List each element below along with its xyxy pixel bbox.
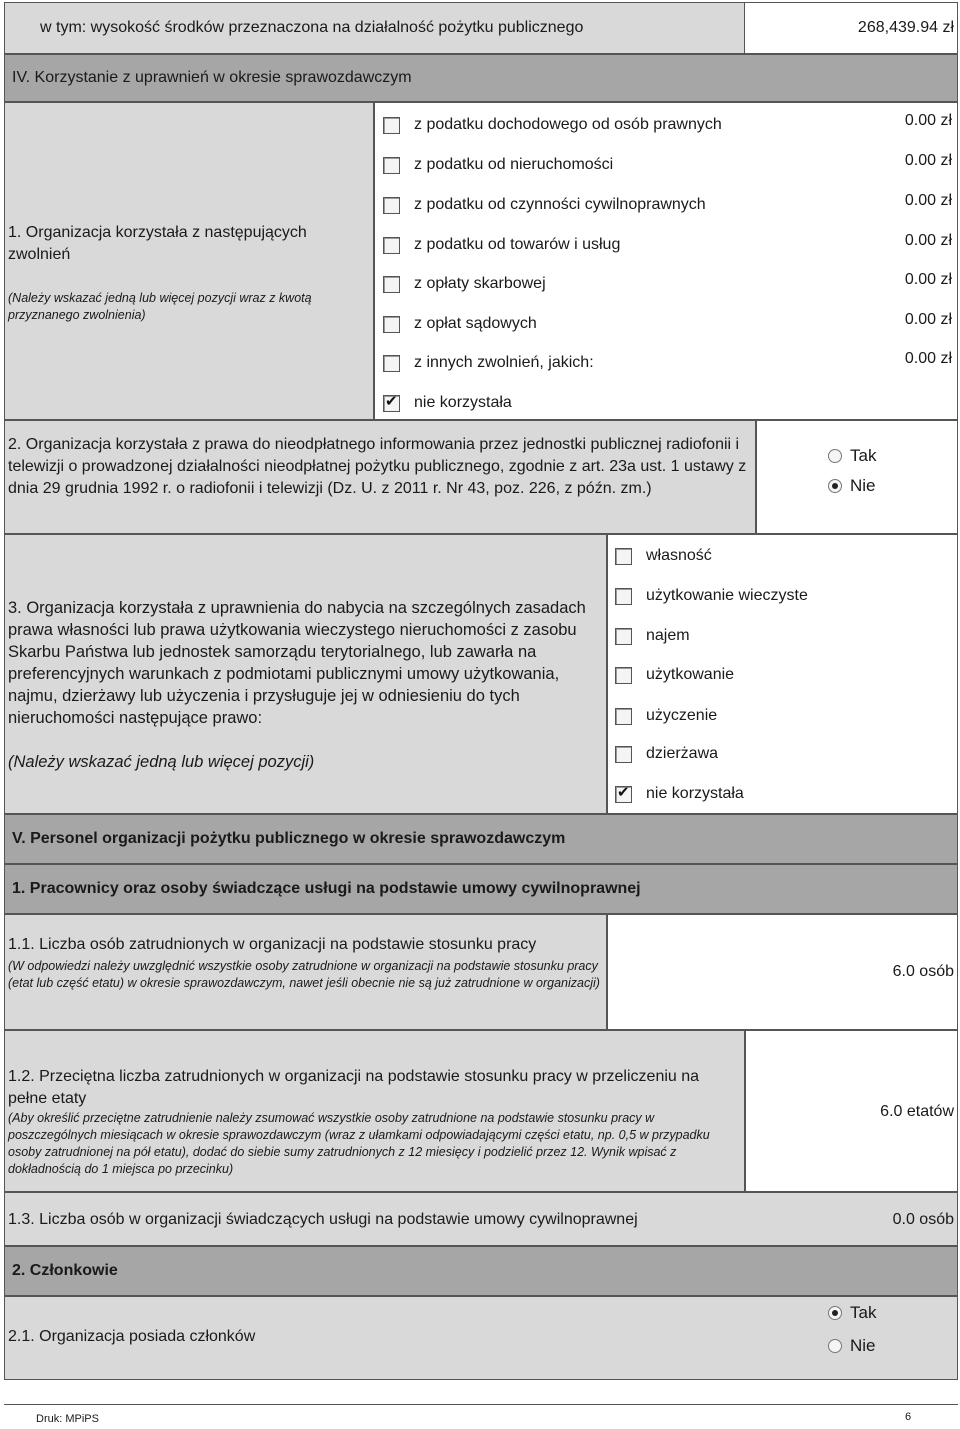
q1-option-row[interactable]	[383, 234, 958, 256]
q12-value: 6.0 etatów	[880, 1103, 954, 1120]
checkbox[interactable]	[383, 237, 400, 254]
q21-radio-yes-circle[interactable]	[828, 1306, 842, 1320]
q12-title: 1.2. Przeciętna liczba zatrudnionych w organizacji na podstawie stosunku pracy w przeliczeniu na pełne etaty	[8, 1068, 700, 1107]
sub2-title: 2. Członkowie	[12, 1262, 118, 1279]
q1-option-row[interactable]	[383, 313, 958, 335]
footer-rule	[4, 1404, 958, 1405]
q21-radio-no-circle[interactable]	[828, 1339, 842, 1353]
q1-option-label: z podatku od nieruchomości	[414, 156, 614, 173]
checkbox[interactable]	[615, 588, 632, 605]
q2-radio-no-label: Nie	[850, 476, 876, 495]
footer-print-label: Druk: MPiPS	[36, 1413, 99, 1425]
checkbox[interactable]	[615, 628, 632, 645]
section-iv-title: IV. Korzystanie z uprawnień w okresie sprawozdawczym	[12, 69, 412, 86]
q3-text: 3. Organizacja korzystała z uprawnienia do nabycia na szczególnych zasadach prawa własności lub prawa użytkowania wieczystego nieruchomości z zasobu Skarbu Państwa lub jednostek samorządu terytorialnego, lub zawarła na preferencyjnych warunkach z podmiotami publicznymi umowy użytkowania, najmu, dzierżawy lub użyczenia i przysługuje jej w odniesieniu do tych nieruchomości następujące prawo:	[8, 599, 586, 727]
q3-option-row[interactable]	[615, 625, 690, 647]
q3-option-row[interactable]	[615, 783, 744, 805]
q1-option-label: z podatku od towarów i usług	[414, 236, 621, 253]
checkbox[interactable]	[615, 667, 632, 684]
checkbox[interactable]	[383, 117, 400, 134]
q2-radio-yes-label: Tak	[850, 446, 877, 465]
q2-radio-no[interactable]	[828, 476, 876, 496]
sub1-header	[4, 864, 958, 914]
q3-option-row[interactable]	[615, 664, 734, 686]
sub1-title: 1. Pracownicy oraz osoby świadczące usługi na podstawie umowy cywilnoprawnej	[12, 880, 641, 897]
section-v-header	[4, 814, 958, 864]
checkbox[interactable]	[383, 157, 400, 174]
q2-radio-no-circle[interactable]	[828, 479, 842, 493]
q1-option-label: z opłaty skarbowej	[414, 275, 546, 292]
q3-options-list	[615, 534, 955, 814]
q3-option-label: użyczenie	[646, 707, 718, 724]
q1-option-amount[interactable]: 0.00 zł	[904, 232, 952, 249]
q1-option-label: z opłat sądowych	[414, 315, 537, 332]
checkbox[interactable]	[383, 316, 400, 333]
q1-option-amount[interactable]: 0.00 zł	[904, 271, 952, 288]
q1-option-amount[interactable]: 0.00 zł	[904, 350, 952, 367]
q1-option-label: nie korzystała	[414, 394, 512, 411]
q1-option-row[interactable]	[383, 392, 958, 414]
funds-label: w tym: wysokość środków przeznaczona na działalność pożytku publicznego	[40, 19, 584, 36]
q3-option-row[interactable]	[615, 705, 717, 727]
q1-option-row[interactable]	[383, 114, 958, 136]
footer-page-number: 6	[905, 1411, 912, 1423]
q3-option-row[interactable]	[615, 585, 808, 607]
q12-note: (Aby określić przeciętne zatrudnienie należy zsumować wszystkie osoby zatrudnione na podstawie stosunku pracy w poszczególnych miesiącach w okresie sprawozdawczym (wraz z ułamkami odpowiadającymi części etatu, np. 0,5 w przypadku osoby zatrudnionej na pół etatu), dodać do siebie sumy zatrudnionych z 12 miesięcy i podzielić przez 12. Wynik wpisać z dokładnością do 1 miejsca po przecinku)	[8, 1111, 710, 1176]
q21-title: 2.1. Organizacja posiada członków	[8, 1328, 256, 1345]
q3-option-label: najem	[646, 627, 690, 644]
checkbox[interactable]	[615, 708, 632, 725]
q13-value: 0.0 osób	[892, 1211, 954, 1228]
q21-radio-no[interactable]	[828, 1336, 876, 1356]
q1-option-row[interactable]	[383, 352, 958, 374]
q3-note: (Należy wskazać jedną lub więcej pozycji)	[8, 753, 315, 771]
q1-option-amount[interactable]: 0.00 zł	[904, 192, 952, 209]
section-iv-header	[4, 54, 958, 102]
q3-option-label: własność	[646, 547, 712, 564]
q2-radio-yes-circle[interactable]	[828, 449, 842, 463]
q1-title: 1. Organizacja korzystała z następujących zwolnień	[8, 224, 307, 263]
checkbox[interactable]	[383, 276, 400, 293]
q3-option-label: użytkowanie wieczyste	[646, 587, 808, 604]
q3-option-label: dzierżawa	[646, 745, 719, 762]
checkbox[interactable]	[383, 395, 400, 412]
checkbox[interactable]	[615, 746, 632, 763]
checkbox[interactable]	[383, 355, 400, 372]
q1-option-amount[interactable]: 0.00 zł	[904, 152, 952, 169]
section-v-title: V. Personel organizacji pożytku publicznego w okresie sprawozdawczym	[12, 830, 566, 847]
q11-title: 1.1. Liczba osób zatrudnionych w organizacji na podstawie stosunku pracy	[8, 936, 537, 953]
q3-option-label: użytkowanie	[646, 666, 735, 683]
q1-options-list	[383, 102, 958, 420]
checkbox[interactable]	[383, 197, 400, 214]
q21-radio-yes[interactable]	[828, 1303, 876, 1323]
q3-option-label: nie korzystała	[646, 785, 744, 802]
funds-value: 268,439.94 zł	[857, 19, 954, 36]
q1-option-row[interactable]	[383, 273, 958, 295]
q3-option-row[interactable]	[615, 545, 712, 567]
checkbox[interactable]	[615, 548, 632, 565]
q1-option-amount[interactable]: 0.00 zł	[904, 112, 952, 129]
q1-option-amount[interactable]: 0.00 zł	[904, 311, 952, 328]
q1-option-label: z podatku dochodowego od osób prawnych	[414, 116, 722, 133]
checkbox[interactable]	[615, 786, 632, 803]
q21-radio-no-label: Nie	[850, 1336, 876, 1355]
q1-option-row[interactable]	[383, 154, 958, 176]
q21-radio-yes-label: Tak	[850, 1303, 877, 1322]
q1-option-label: z podatku od czynności cywilnoprawnych	[414, 196, 706, 213]
q11-value: 6.0 osób	[892, 963, 954, 980]
q1-option-row[interactable]	[383, 194, 958, 216]
q13-title: 1.3. Liczba osób w organizacji świadczących usługi na podstawie umowy cywilnoprawnej	[8, 1211, 638, 1228]
q2-radio-yes[interactable]	[828, 446, 876, 466]
q2-text: 2. Organizacja korzystała z prawa do nieodpłatnego informowania przez jednostki publicznej radiofonii i telewizji o prowadzonej działalności nieodpłatnej pożytku publicznego, zgodnie z art. 23a ust. 1 ustawy z dnia 29 grudnia 1992 r. o radiofonii i telewizji (Dz. U. z 2011 r. Nr 43, poz. 226, z późn. zm.)	[8, 436, 747, 497]
q3-option-row[interactable]	[615, 743, 718, 765]
sub2-header	[4, 1246, 958, 1296]
q1-option-label: z innych zwolnień, jakich:	[414, 354, 594, 371]
q1-note: (Należy wskazać jedną lub więcej pozycji wraz z kwotą przyznanego zwolnienia)	[8, 291, 312, 322]
q11-note: (W odpowiedzi należy uwzględnić wszystkie osoby zatrudnione w organizacji na podstawie stosunku pracy (etat lub część etatu) w okresie sprawozdawczym, nawet jeśli obecnie nie są już zatrudnione w organizacji)	[8, 959, 600, 990]
